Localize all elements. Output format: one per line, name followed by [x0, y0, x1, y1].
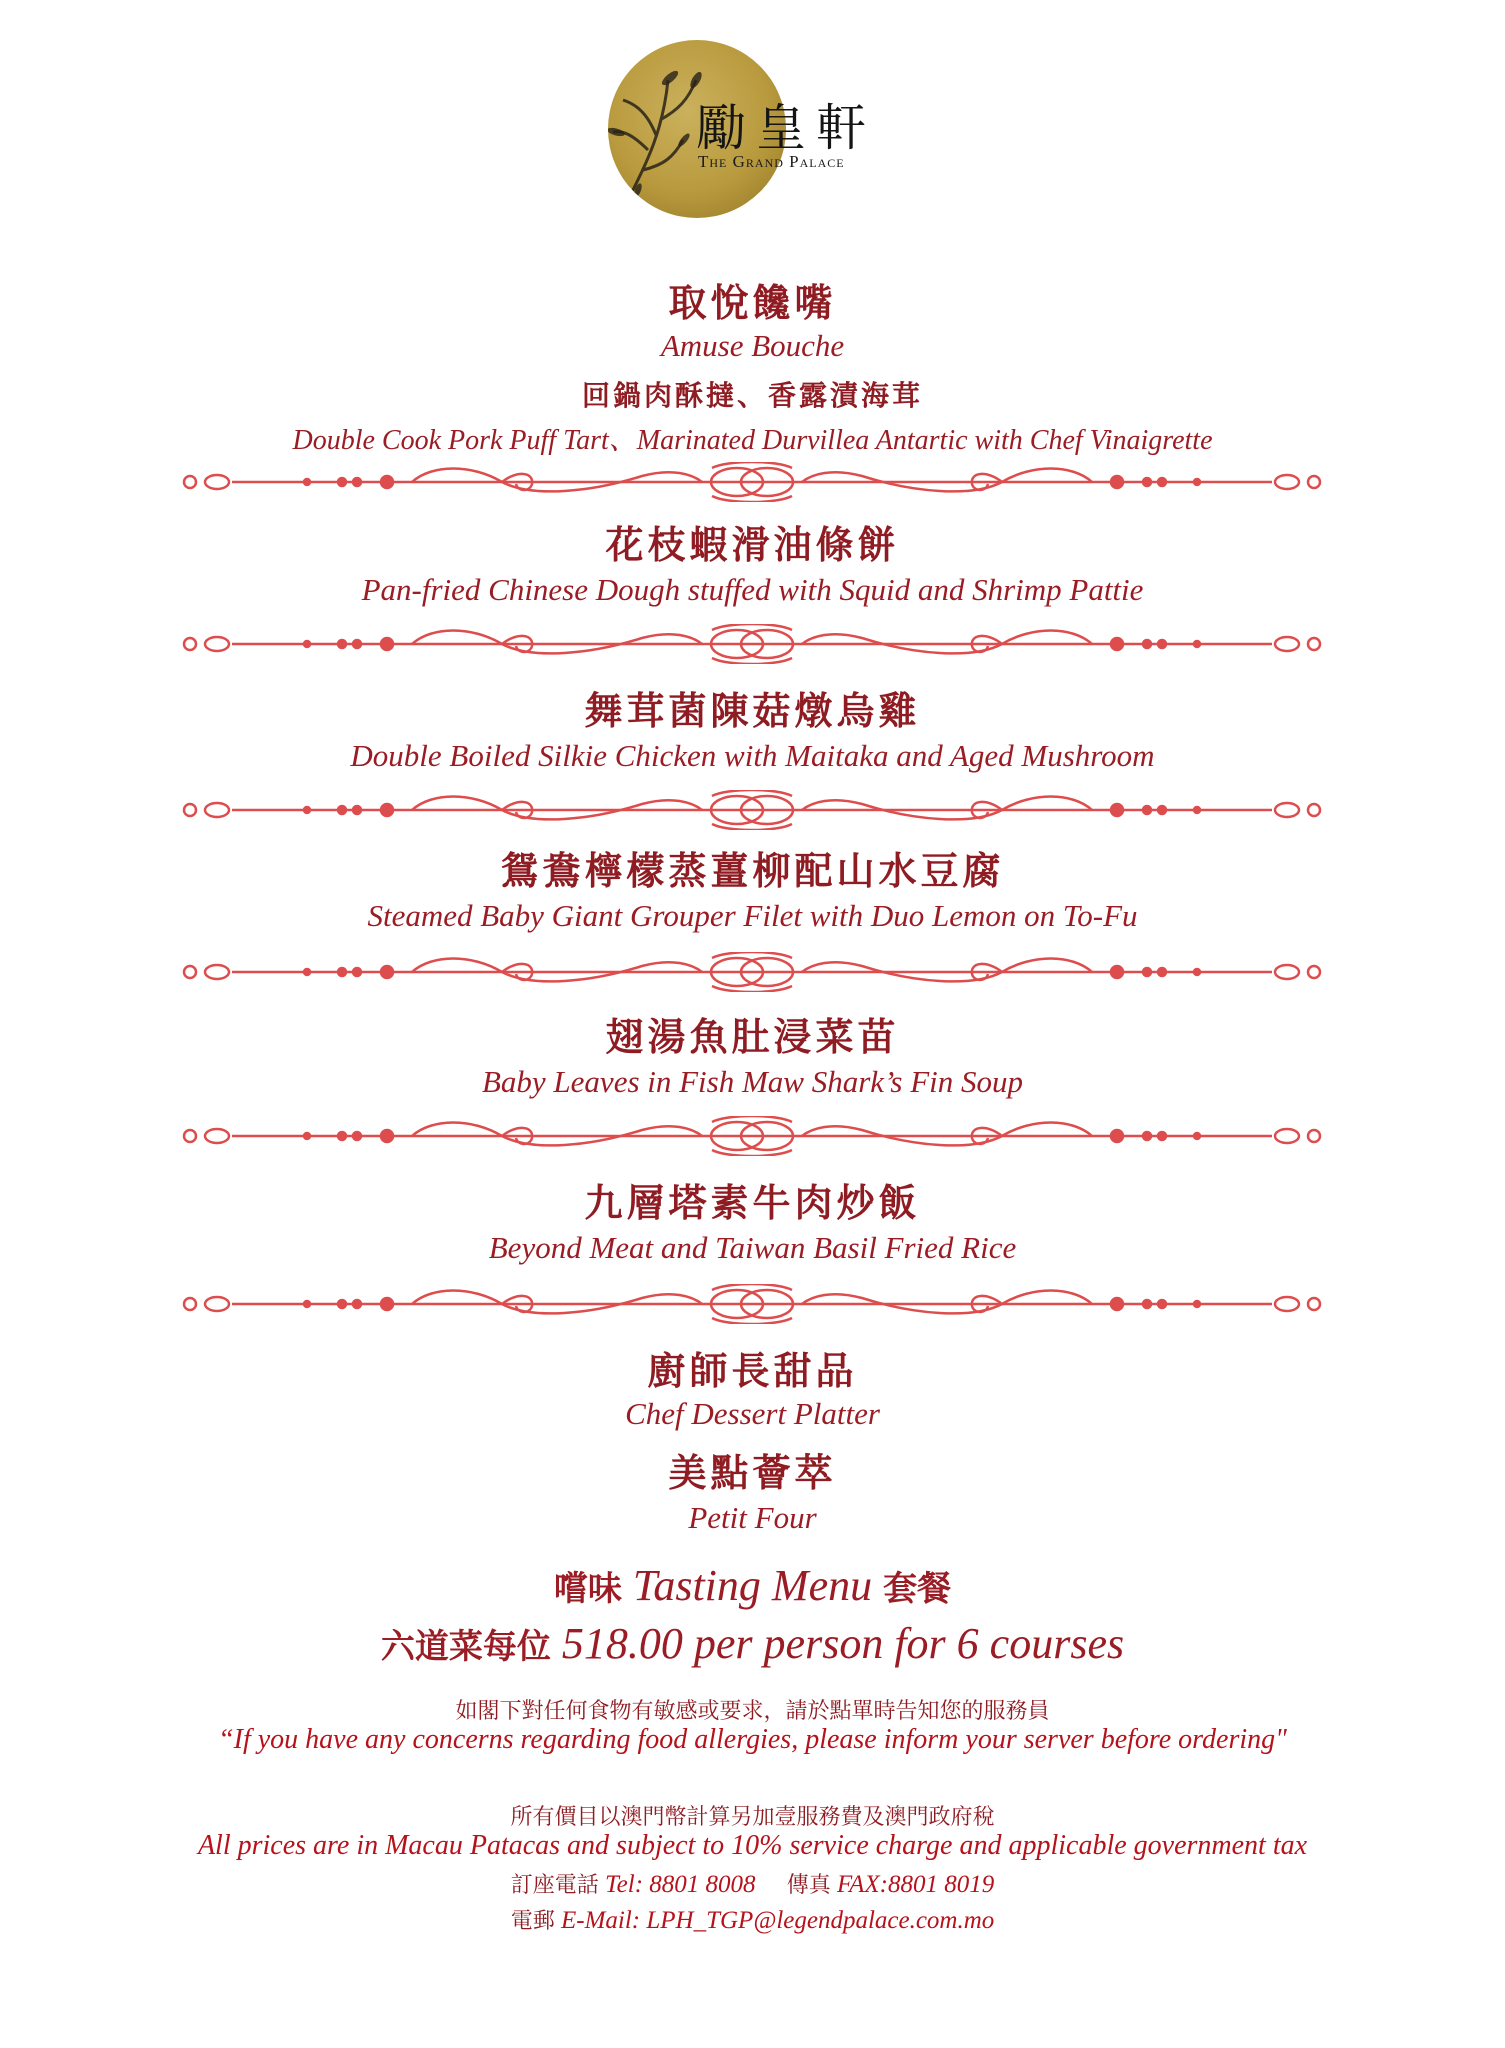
booking-label: 訂座電話 [510, 1873, 599, 1898]
course-7-english: Chef Dessert Platter [625, 1396, 880, 1431]
tasting-cn-suffix: 套餐 [883, 1569, 952, 1609]
ornamental-divider [172, 462, 1332, 502]
course-1-english: Amuse Bouche [660, 328, 845, 363]
course-2-chinese: 花枝蝦滑油條餅 [605, 522, 900, 567]
course-4-english: Steamed Baby Giant Grouper Filet with Duo Lemon on To-Fu [367, 898, 1138, 933]
fax-number: FAX:8801 8019 [837, 1871, 995, 1898]
course-5-chinese: 翅湯魚肚浸菜苗 [605, 1014, 900, 1059]
ornamental-divider [172, 790, 1332, 830]
email-line [0, 1904, 1505, 1935]
course-3-chinese: 舞茸菌陳菇燉烏雞 [584, 688, 921, 733]
phone-fax-line [0, 1868, 1505, 1899]
course-1-english-detail: Double Cook Pork Puff Tart、Marinated Durvillea Antartic with Chef Vinaigrette [292, 425, 1213, 456]
email-label: 電郵 [510, 1909, 555, 1934]
price-note-chinese: 所有價目以澳門幣計算另加壹服務費及澳門政府稅 [510, 1805, 995, 1830]
logo-chinese-name: 勵皇軒 [696, 99, 876, 157]
price-en: 518.00 per person for 6 courses [561, 1619, 1125, 1668]
price-cn: 六道菜每位 [380, 1627, 551, 1667]
restaurant-logo [608, 40, 898, 220]
email-address: E-Mail: LPH_TGP@legendpalace.com.mo [560, 1907, 995, 1934]
course-2-english: Pan-fried Chinese Dough stuffed with Squid and Shrimp Pattie [361, 572, 1144, 607]
tasting-menu-heading [0, 1560, 1505, 1611]
course-1-chinese-detail: 回鍋肉酥撻、香露漬海茸 [581, 379, 923, 412]
course-4-chinese: 鴛鴦檸檬蒸薑柳配山水豆腐 [500, 848, 1005, 893]
course-6-english: Beyond Meat and Taiwan Basil Fried Rice [488, 1230, 1017, 1265]
ornamental-divider [172, 1284, 1332, 1324]
fax-label: 傳真 [786, 1873, 831, 1898]
tasting-cn-prefix: 嚐味 [553, 1569, 622, 1609]
course-6-chinese: 九層塔素牛肉炒飯 [584, 1180, 921, 1225]
price-note-english: All prices are in Macau Patacas and subject to 10% service charge and applicable government tax [197, 1830, 1308, 1861]
course-7-english-extra: Petit Four [688, 1500, 817, 1535]
ornamental-divider [172, 1116, 1332, 1156]
ornamental-divider [172, 624, 1332, 664]
logo-english-name: The Grand Palace [698, 152, 845, 171]
course-7-chinese-extra: 美點薈萃 [668, 1450, 837, 1495]
allergy-note-english: “If you have any concerns regarding food allergies, please inform your server before ordering" [218, 1724, 1287, 1755]
ornamental-divider [172, 952, 1332, 992]
allergy-note-chinese: 如閣下對任何食物有敏感或要求，請於點單時告知您的服務員 [455, 1699, 1050, 1724]
tel-number: Tel: 8801 8008 [605, 1871, 756, 1898]
course-7-chinese: 廚師長甜品 [647, 1348, 858, 1393]
course-3-english: Double Boiled Silkie Chicken with Maitaka and Aged Mushroom [350, 738, 1155, 773]
tasting-price [0, 1618, 1505, 1669]
course-1-chinese: 取悅饞嘴 [668, 280, 837, 325]
course-5-english: Baby Leaves in Fish Maw Shark’s Fin Soup [481, 1064, 1024, 1099]
tasting-en-name: Tasting Menu [632, 1561, 873, 1610]
